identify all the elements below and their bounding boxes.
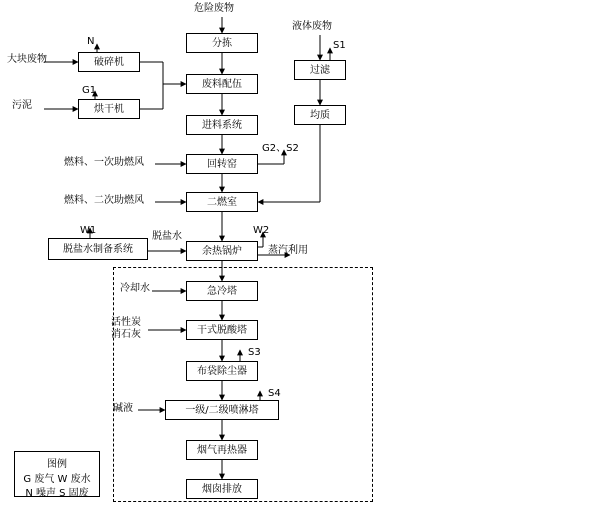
label-g1-label: G1 <box>82 85 97 96</box>
node-erranshi[interactable]: 二燃室 <box>186 192 258 212</box>
node-tuoyan[interactable]: 脱盐水制备系统 <box>48 238 148 260</box>
label-w1-label: W1 <box>80 225 97 236</box>
label-dakuai: 大块废物 <box>7 54 47 65</box>
label-s3-label: S3 <box>248 347 261 358</box>
node-jilengta[interactable]: 急冷塔 <box>186 281 258 301</box>
node-junzhi[interactable]: 均质 <box>294 105 346 125</box>
label-ranliao1: 燃料、一次助燃风 <box>64 157 144 168</box>
node-jinliao[interactable]: 进料系统 <box>186 115 258 135</box>
label-wuni: 污泥 <box>12 100 32 111</box>
label-yeti: 液体废物 <box>292 21 332 32</box>
label-weixian: 危险废物 <box>194 3 234 14</box>
label-lengqueshui: 冷却水 <box>120 283 150 294</box>
label-jianye: 碱液 <box>113 403 133 414</box>
node-ganshi[interactable]: 干式脱酸塔 <box>186 320 258 340</box>
label-w2-label: W2 <box>253 225 270 236</box>
label-g2s2: G2、S2 <box>262 143 299 154</box>
label-tuoyanshui: 脱盐水 <box>152 231 182 242</box>
node-peiwu[interactable]: 废料配伍 <box>186 74 258 94</box>
node-guolv[interactable]: 过滤 <box>294 60 346 80</box>
node-budai[interactable]: 布袋除尘器 <box>186 361 258 381</box>
label-zhengqi: 蒸汽利用 <box>268 245 308 256</box>
node-posuiji[interactable]: 破碎机 <box>78 52 140 72</box>
legend-title: 图例 <box>47 459 67 470</box>
label-s1-label: S1 <box>333 40 346 51</box>
node-penlinta[interactable]: 一级/二级喷淋塔 <box>165 400 279 420</box>
node-huizhuanyao[interactable]: 回转窑 <box>186 154 258 174</box>
legend-line-2: N 噪声 S 固废 <box>25 488 89 499</box>
legend-box <box>14 451 100 497</box>
node-fenjian[interactable]: 分拣 <box>186 33 258 53</box>
label-ranliao2: 燃料、二次助燃风 <box>64 195 144 206</box>
node-paifang[interactable]: 烟囱排放 <box>186 479 258 499</box>
node-zaireqi[interactable]: 烟气再热器 <box>186 440 258 460</box>
flue-gas-treatment-group <box>113 267 373 502</box>
label-s4-label: S4 <box>268 388 281 399</box>
label-n-label: N <box>87 36 95 47</box>
node-hongganji[interactable]: 烘干机 <box>78 99 140 119</box>
node-yureguolu[interactable]: 余热锅炉 <box>186 241 258 261</box>
label-xiaoshihui: 消石灰 <box>111 329 141 340</box>
label-huoxingtan: 活性炭 <box>111 317 141 328</box>
legend-line-1: G 废气 W 废水 <box>23 473 91 485</box>
